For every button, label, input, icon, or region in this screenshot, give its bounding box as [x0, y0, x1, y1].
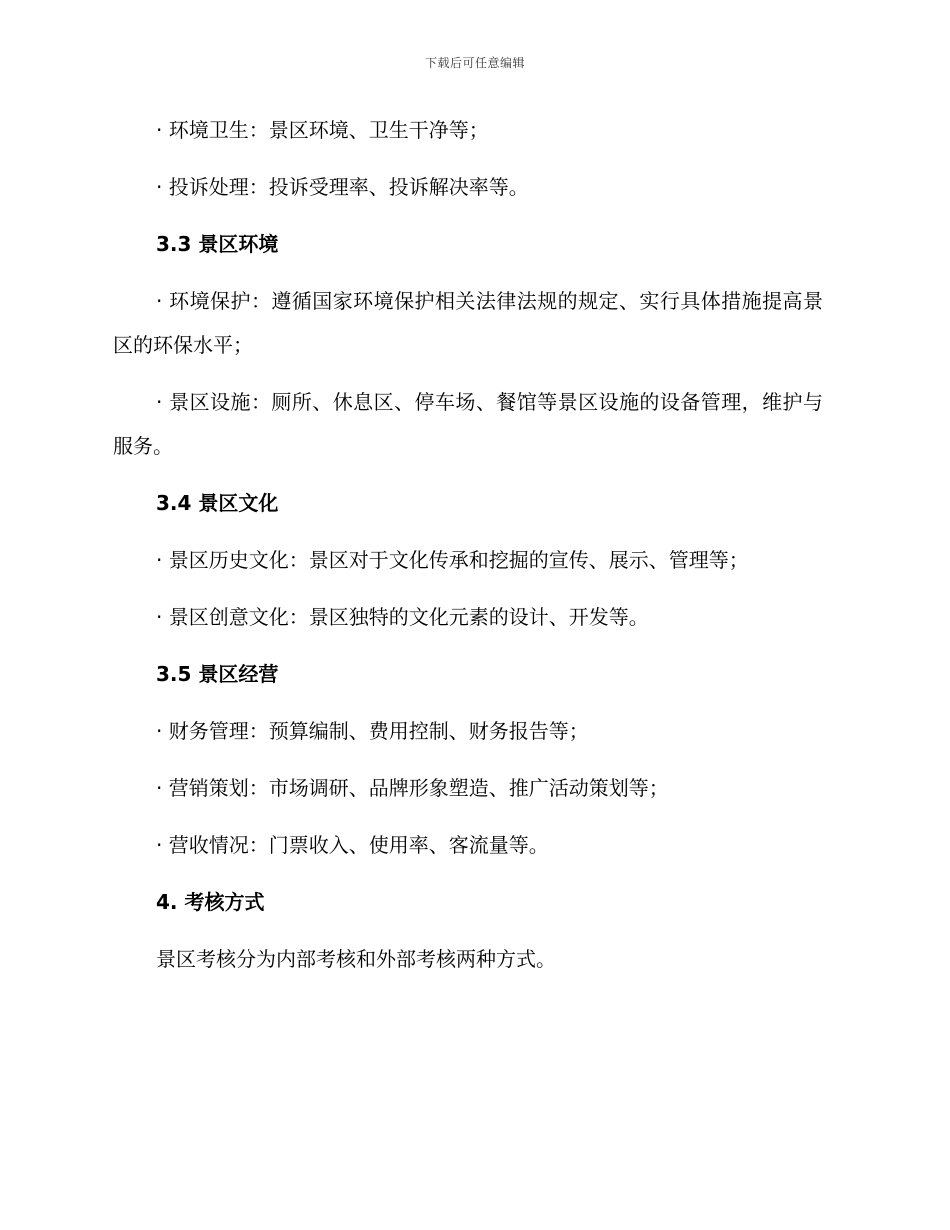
section-heading-4: 4. 考核方式 [156, 890, 265, 914]
section-heading-3-5: 3.5 景区经营 [156, 662, 279, 686]
paragraph-creative-culture: · 景区创意文化：景区独特的文化元素的设计、开发等。 [156, 605, 649, 629]
paragraph-environment-hygiene: · 环境卫生：景区环境、卫生干净等； [156, 118, 489, 142]
paragraph-marketing-planning: · 营销策划：市场调研、品牌形象塑造、推广活动策划等； [156, 776, 669, 800]
paragraph-revenue-status: · 营收情况：门票收入、使用率、客流量等。 [156, 833, 549, 857]
paragraph-scenic-facilities: · 景区设施：厕所、休息区、停车场、餐馆等景区设施的设备管理，维护与服务。 [113, 390, 823, 458]
paragraph-complaint-handling: · 投诉处理：投诉受理率、投诉解决率等。 [156, 175, 529, 199]
paragraph-financial-management: · 财务管理：预算编制、费用控制、财务报告等； [156, 719, 589, 743]
paragraph-environment-protection: · 环境保护：遵循国家环境保护相关法律法规的规定、实行具体措施提高景区的环保水平； [113, 289, 823, 357]
section-heading-3-3: 3.3 景区环境 [156, 232, 279, 256]
header-note: 下载后可任意编辑 [424, 56, 525, 70]
paragraph-historical-culture: · 景区历史文化：景区对于文化传承和挖掘的宣传、展示、管理等； [156, 548, 749, 572]
paragraph-assessment-methods: 景区考核分为内部考核和外部考核两种方式。 [156, 947, 556, 971]
section-heading-3-4: 3.4 景区文化 [156, 491, 279, 515]
document-body [113, 108, 823, 994]
